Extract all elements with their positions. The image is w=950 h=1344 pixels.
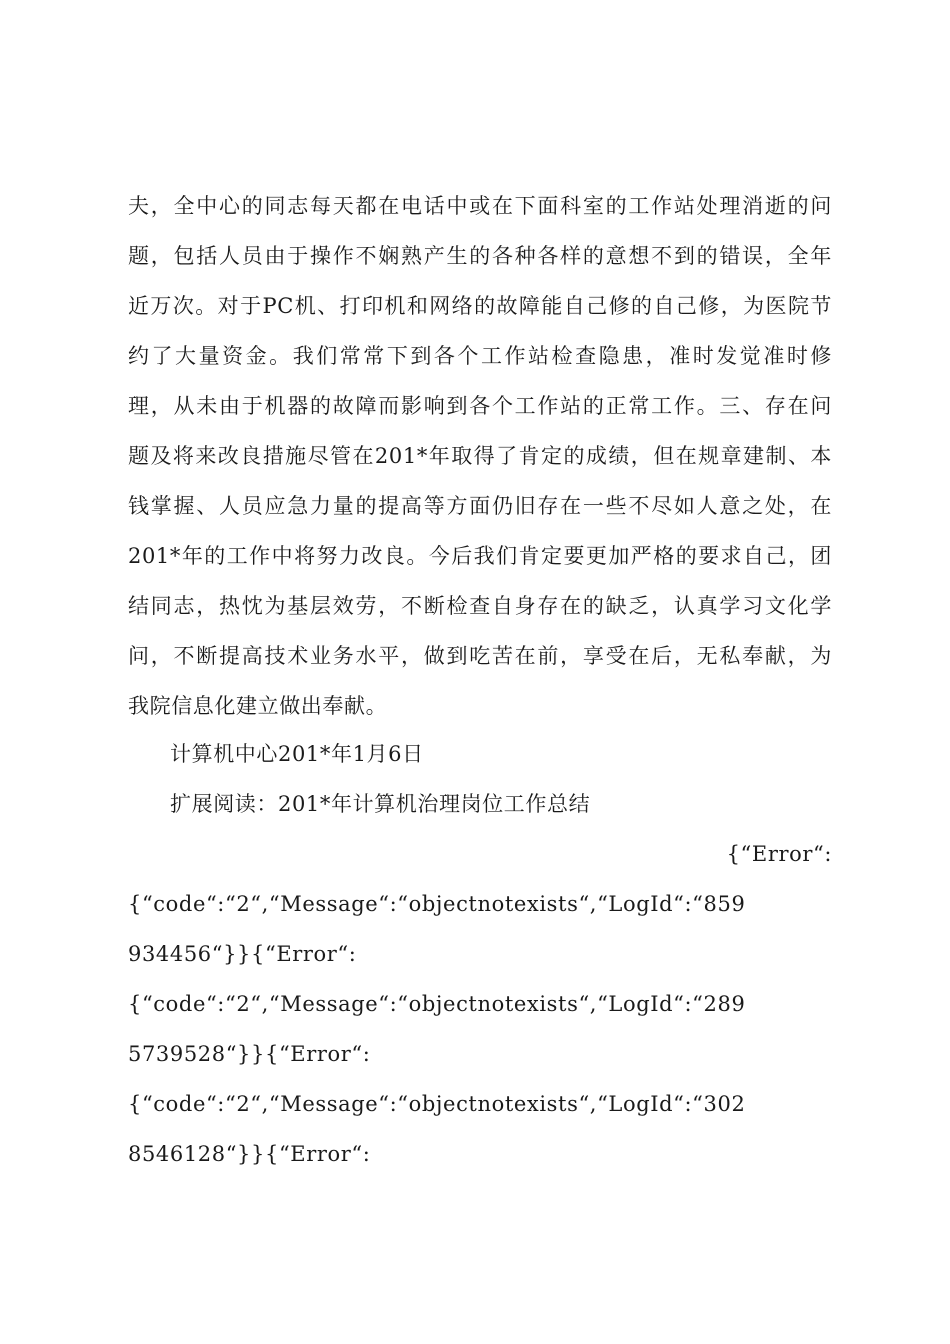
body-text-line: 结同志，热忱为基层效劳，不断检查自身存在的缺乏，认真学习文化学 (128, 594, 832, 618)
body-text-line: 我院信息化建立做出奉献。 (128, 694, 388, 718)
body-text-line: 理，从未由于机器的故障而影响到各个工作站的正常工作。三、存在问 (128, 394, 832, 418)
body-text-line: 题及将来改良措施尽管在201*年取得了肯定的成绩，但在规章建制、本 (128, 444, 832, 468)
error-text-line: 5739528“}}{“Error“: (128, 1042, 371, 1066)
extended-reading-title: 扩展阅读：201*年计算机治理岗位工作总结 (170, 792, 591, 816)
error-text-line: 8546128“}}{“Error“: (128, 1142, 371, 1166)
error-text-line: {“code“:“2“,“Message“:“objectnotexists“,“LogId“:“859 (128, 892, 746, 916)
error-text-line: {“code“:“2“,“Message“:“objectnotexists“,“LogId“:“289 (128, 992, 746, 1016)
body-text-line: 钱掌握、人员应急力量的提高等方面仍旧存在一些不尽如人意之处，在 (128, 494, 832, 518)
error-text-line: {“Error“: (726, 842, 832, 866)
body-text-line: 201*年的工作中将努力改良。今后我们肯定要更加严格的要求自己，团 (128, 544, 832, 568)
body-text-line: 近万次。对于PC机、打印机和网络的故障能自己修的自己修，为医院节 (128, 294, 832, 318)
error-text-line: {“code“:“2“,“Message“:“objectnotexists“,“LogId“:“302 (128, 1092, 746, 1116)
body-text-line: 问，不断提高技术业务水平，做到吃苦在前，享受在后，无私奉献，为 (128, 644, 832, 668)
error-text-line: 934456“}}{“Error“: (128, 942, 357, 966)
body-text-line: 夫，全中心的同志每天都在电话中或在下面科室的工作站处理消逝的问 (128, 194, 832, 218)
body-text-line: 题，包括人员由于操作不娴熟产生的各种各样的意想不到的错误，全年 (128, 244, 832, 268)
body-text-line: 约了大量资金。我们常常下到各个工作站检查隐患，准时发觉准时修 (128, 344, 832, 368)
signature-line: 计算机中心201*年1月6日 (170, 742, 424, 766)
